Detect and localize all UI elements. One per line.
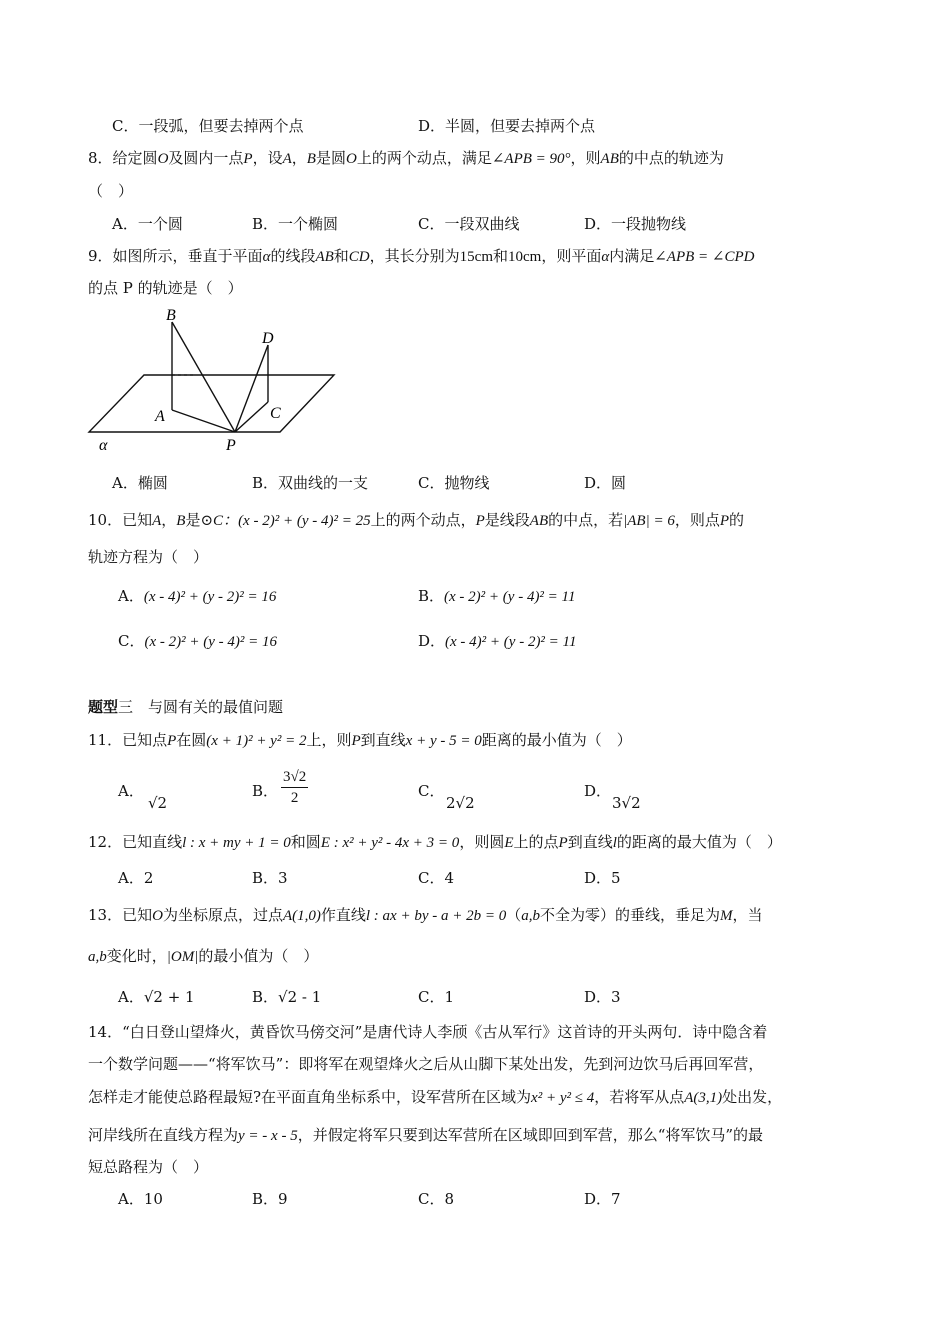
q13-stem-line2: a,b变化时，|OM|的最小值为（ ） [88,947,319,965]
q13-option-c: C．1 [418,988,455,1006]
q10-stem-line2: 轨迹方程为（ ） [88,548,209,566]
q13-option-a: A．√2 + 1 [118,988,195,1006]
q14-option-a: A．10 [118,1190,163,1208]
q8-number: 8． [88,149,113,167]
q12-option-b: B．3 [252,869,288,887]
q11-option-b-fraction: $\frac{3√2}{2}$ [283,769,307,806]
q7-option-c: C．一段弧，但要去掉两个点 [112,117,304,135]
q11-number: 11． [88,731,123,749]
q8-answer-paren: （ ） [88,182,134,200]
q14-option-b: B．9 [252,1190,288,1208]
q13-stem: 13．已知O为坐标原点，过点A(1,0)作直线l : ax + by - a + 2b = 0（a,b不全为零）的垂线，垂足为M，当 [88,906,763,924]
q8-option-c: C．一段双曲线 [418,215,520,233]
q14-camp-region: x² + y² ≤ 4 [531,1090,595,1106]
q12-option-c: C．4 [418,869,455,887]
q11-option-d: D． [584,782,612,800]
q12-line-equation: l : x + my + 1 = 0 [182,835,291,851]
q14-river-equation: y = - x - 5 [238,1128,298,1144]
label-a: A [155,408,165,425]
q11-circle-equation: (x + 1)² + y² = 2 [206,733,307,749]
q10-option-a: A．(x - 4)² + (y - 2)² = 16 [118,587,277,605]
label-d: D [262,330,274,347]
q13-number: 13． [88,906,123,924]
q10-chord-length: |AB| = 6 [623,513,675,529]
q9-option-d: D．圆 [584,474,627,492]
q14-stem-line5: 短总路程为（ ） [88,1158,209,1176]
q11-option-d-value: 3√2 [612,794,641,812]
segment-dp [235,345,268,432]
q14-stem-line4: 河岸线所在直线方程为y = - x - 5，并假定将军只要到达军营所在区域即回到军营，那么“将军饮马”的最 [88,1126,764,1144]
q8-option-a: A．一个圆 [112,215,183,233]
q9-option-a: A．椭圆 [112,474,168,492]
q14-option-c: C．8 [418,1190,455,1208]
q10-option-c: C．(x - 2)² + (y - 4)² = 16 [118,632,278,650]
q10-circle-equation: (x - 2)² + (y - 4)² = 25 [238,513,371,529]
q10-option-d: D．(x - 4)² + (y - 2)² = 11 [418,632,577,650]
q10-option-b: B．(x - 2)² + (y - 4)² = 11 [418,587,576,605]
q12-circle-equation: E : x² + y² - 4x + 3 = 0 [320,835,460,851]
q10-number: 10． [88,511,123,529]
q12-option-a: A．2 [118,869,154,887]
q12-option-d: D．5 [584,869,621,887]
segment-bp [172,322,235,432]
q8-angle-condition: ∠APB = 90° [491,151,571,167]
label-alpha: α [99,437,108,454]
q9-stem-line2: 的点 P 的轨迹是（ ） [88,279,243,297]
q12-stem: 12．已知直线l : x + my + 1 = 0和圆E : x² + y² - 4x + 3 = 0，则圆E上的点P到直线l的距离的最大值为（ ） [88,833,782,851]
q13-line-equation: l : ax + by - a + 2b = 0 [365,908,507,924]
q13-option-b: B．√2 - 1 [252,988,322,1006]
q11-option-b: B． [252,782,279,800]
q9-figure [85,300,345,462]
q12-number: 12． [88,833,123,851]
q13-om-length: |OM| [166,949,199,965]
q9-option-c: C．抛物线 [418,474,490,492]
q14-number: 14． [88,1023,123,1041]
label-p: P [226,437,236,454]
q9-number: 9． [88,247,113,265]
q9-stem: 9．如图所示，垂直于平面α的线段AB和CD，其长分别为15cm和10cm，则平面α内满足∠APB = ∠CPD [88,247,755,265]
section-heading: 题型三 与圆有关的最值问题 [88,698,284,716]
label-c: C [270,405,281,422]
q14-option-d: D．7 [584,1190,621,1208]
q7-option-d: D．半圆，但要去掉两个点 [418,117,596,135]
q11-option-a: A． [118,782,144,800]
q8-option-d: D．一段抛物线 [584,215,687,233]
q11-stem: 11．已知点P在圆(x + 1)² + y² = 2上，则P到直线x + y - 5 = 0距离的最小值为（ ） [88,731,632,749]
q13-point-a: A(1,0) [282,908,321,924]
q11-option-c-value: 2√2 [446,794,475,812]
q9-option-b: B．双曲线的一支 [252,474,369,492]
q8-option-b: B．一个椭圆 [252,215,339,233]
q10-stem: 10．已知A，B是⊙C：(x - 2)² + (y - 4)² = 25上的两个动点，P是线段AB的中点，若|AB| = 6，则点P的 [88,511,745,529]
q11-line-equation: x + y - 5 = 0 [405,733,482,749]
q14-start-point: A(3,1) [684,1090,723,1106]
segment-ap [172,410,235,432]
q14-stem-line1: 14．“白日登山望烽火，黄昏饮马傍交河”是唐代诗人李颀《古从军行》这首诗的开头两句．诗中隐含着 [88,1023,768,1041]
q8-stem: 8．给定圆O及圆内一点P，设A，B是圆O上的两个动点，满足∠APB = 90°，则AB的中点的轨迹为 [88,149,724,167]
q9-angle-condition: ∠APB = ∠CPD [654,249,755,265]
label-b: B [166,307,176,324]
q14-stem-line2: 一个数学问题——“将军饮马”：即将军在观望烽火之后从山脚下某处出发，先到河边饮马后再回军营， [88,1055,764,1073]
q13-option-d: D．3 [584,988,621,1006]
q11-option-c: C． [418,782,445,800]
q11-option-a-value: √2 [148,794,168,812]
q14-stem-line3: 怎样走才能使总路程最短?在平面直角坐标系中，设军营所在区域为x² + y² ≤ 4，若将军从点A(3,1)处出发， [88,1088,783,1106]
